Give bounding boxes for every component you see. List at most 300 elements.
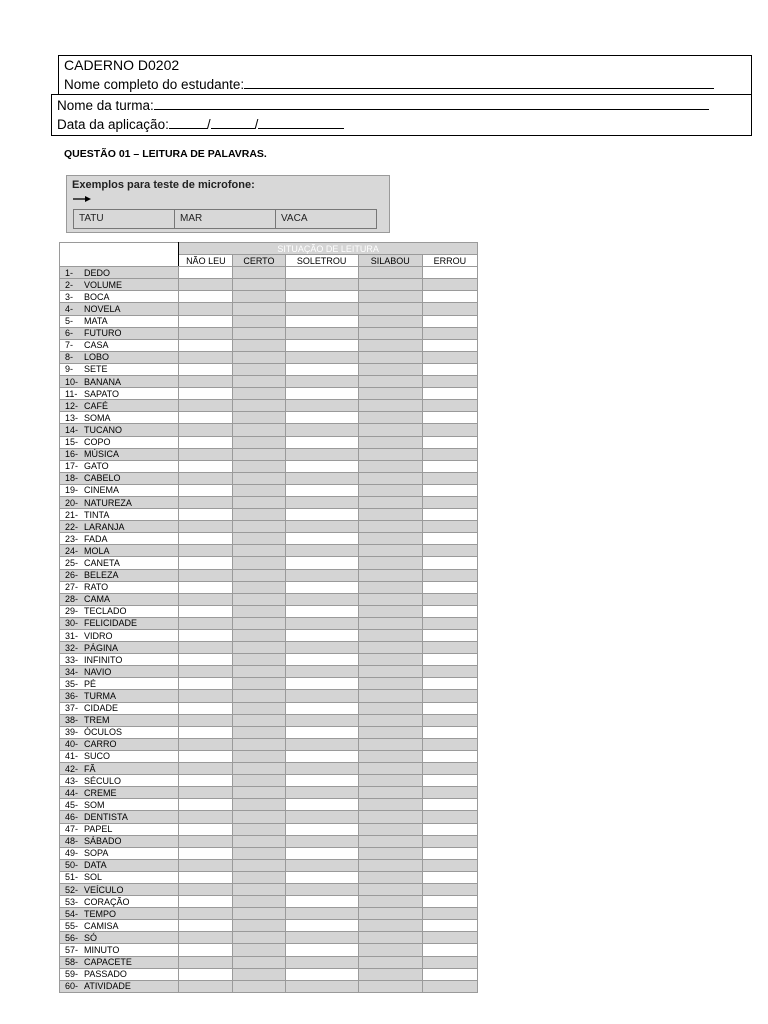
answer-cell-soletrou[interactable] [285,533,358,545]
answer-cell-nao-leu[interactable] [179,291,233,303]
answer-cell-soletrou[interactable] [285,630,358,642]
answer-cell-certo[interactable] [233,267,285,279]
answer-cell-silabou[interactable] [358,460,422,472]
answer-cell-errou[interactable] [422,303,477,315]
answer-cell-soletrou[interactable] [285,823,358,835]
answer-cell-nao-leu[interactable] [179,279,233,291]
answer-cell-certo[interactable] [233,472,285,484]
answer-cell-silabou[interactable] [358,376,422,388]
answer-cell-silabou[interactable] [358,823,422,835]
answer-cell-soletrou[interactable] [285,908,358,920]
answer-cell-certo[interactable] [233,509,285,521]
answer-cell-nao-leu[interactable] [179,799,233,811]
answer-cell-errou[interactable] [422,412,477,424]
answer-cell-silabou[interactable] [358,896,422,908]
answer-cell-nao-leu[interactable] [179,678,233,690]
answer-cell-certo[interactable] [233,630,285,642]
answer-cell-nao-leu[interactable] [179,569,233,581]
answer-cell-soletrou[interactable] [285,460,358,472]
answer-cell-nao-leu[interactable] [179,908,233,920]
answer-cell-errou[interactable] [422,968,477,980]
answer-cell-silabou[interactable] [358,775,422,787]
answer-cell-silabou[interactable] [358,545,422,557]
answer-cell-errou[interactable] [422,400,477,412]
answer-cell-soletrou[interactable] [285,339,358,351]
answer-cell-soletrou[interactable] [285,847,358,859]
answer-cell-nao-leu[interactable] [179,835,233,847]
answer-cell-nao-leu[interactable] [179,859,233,871]
answer-cell-silabou[interactable] [358,811,422,823]
answer-cell-certo[interactable] [233,835,285,847]
answer-cell-certo[interactable] [233,521,285,533]
answer-cell-certo[interactable] [233,436,285,448]
date-month-field[interactable] [211,116,255,129]
answer-cell-errou[interactable] [422,775,477,787]
answer-cell-nao-leu[interactable] [179,424,233,436]
answer-cell-silabou[interactable] [358,484,422,496]
answer-cell-nao-leu[interactable] [179,400,233,412]
answer-cell-nao-leu[interactable] [179,533,233,545]
answer-cell-errou[interactable] [422,315,477,327]
answer-cell-certo[interactable] [233,871,285,883]
answer-cell-errou[interactable] [422,363,477,375]
answer-cell-certo[interactable] [233,944,285,956]
answer-cell-soletrou[interactable] [285,388,358,400]
answer-cell-certo[interactable] [233,424,285,436]
answer-cell-errou[interactable] [422,750,477,762]
answer-cell-errou[interactable] [422,521,477,533]
answer-cell-silabou[interactable] [358,702,422,714]
answer-cell-silabou[interactable] [358,363,422,375]
answer-cell-errou[interactable] [422,738,477,750]
answer-cell-silabou[interactable] [358,303,422,315]
answer-cell-certo[interactable] [233,750,285,762]
answer-cell-certo[interactable] [233,448,285,460]
answer-cell-errou[interactable] [422,811,477,823]
answer-cell-nao-leu[interactable] [179,883,233,895]
answer-cell-silabou[interactable] [358,932,422,944]
answer-cell-soletrou[interactable] [285,472,358,484]
answer-cell-nao-leu[interactable] [179,920,233,932]
answer-cell-certo[interactable] [233,968,285,980]
answer-cell-soletrou[interactable] [285,521,358,533]
answer-cell-nao-leu[interactable] [179,714,233,726]
answer-cell-silabou[interactable] [358,908,422,920]
answer-cell-certo[interactable] [233,823,285,835]
answer-cell-errou[interactable] [422,376,477,388]
answer-cell-certo[interactable] [233,920,285,932]
answer-cell-nao-leu[interactable] [179,363,233,375]
answer-cell-soletrou[interactable] [285,690,358,702]
answer-cell-soletrou[interactable] [285,896,358,908]
answer-cell-errou[interactable] [422,871,477,883]
answer-cell-silabou[interactable] [358,339,422,351]
answer-cell-soletrou[interactable] [285,448,358,460]
answer-cell-silabou[interactable] [358,630,422,642]
answer-cell-soletrou[interactable] [285,883,358,895]
answer-cell-errou[interactable] [422,496,477,508]
answer-cell-errou[interactable] [422,642,477,654]
answer-cell-nao-leu[interactable] [179,787,233,799]
answer-cell-silabou[interactable] [358,533,422,545]
answer-cell-silabou[interactable] [358,944,422,956]
answer-cell-nao-leu[interactable] [179,980,233,992]
answer-cell-silabou[interactable] [358,617,422,629]
answer-cell-silabou[interactable] [358,690,422,702]
answer-cell-soletrou[interactable] [285,678,358,690]
answer-cell-nao-leu[interactable] [179,351,233,363]
answer-cell-errou[interactable] [422,799,477,811]
answer-cell-soletrou[interactable] [285,750,358,762]
answer-cell-silabou[interactable] [358,521,422,533]
answer-cell-errou[interactable] [422,726,477,738]
answer-cell-soletrou[interactable] [285,436,358,448]
answer-cell-soletrou[interactable] [285,920,358,932]
answer-cell-nao-leu[interactable] [179,775,233,787]
answer-cell-silabou[interactable] [358,593,422,605]
answer-cell-silabou[interactable] [358,436,422,448]
answer-cell-silabou[interactable] [358,763,422,775]
answer-cell-certo[interactable] [233,363,285,375]
answer-cell-silabou[interactable] [358,388,422,400]
answer-cell-soletrou[interactable] [285,291,358,303]
answer-cell-certo[interactable] [233,932,285,944]
answer-cell-errou[interactable] [422,267,477,279]
answer-cell-nao-leu[interactable] [179,750,233,762]
answer-cell-silabou[interactable] [358,448,422,460]
answer-cell-certo[interactable] [233,388,285,400]
answer-cell-silabou[interactable] [358,714,422,726]
student-name-field[interactable] [244,76,714,89]
answer-cell-soletrou[interactable] [285,400,358,412]
answer-cell-certo[interactable] [233,908,285,920]
answer-cell-certo[interactable] [233,327,285,339]
answer-cell-certo[interactable] [233,412,285,424]
answer-cell-certo[interactable] [233,376,285,388]
answer-cell-silabou[interactable] [358,605,422,617]
answer-cell-certo[interactable] [233,291,285,303]
answer-cell-certo[interactable] [233,726,285,738]
answer-cell-soletrou[interactable] [285,859,358,871]
answer-cell-errou[interactable] [422,859,477,871]
answer-cell-nao-leu[interactable] [179,932,233,944]
answer-cell-certo[interactable] [233,303,285,315]
answer-cell-errou[interactable] [422,424,477,436]
answer-cell-certo[interactable] [233,859,285,871]
answer-cell-errou[interactable] [422,448,477,460]
answer-cell-soletrou[interactable] [285,303,358,315]
answer-cell-silabou[interactable] [358,847,422,859]
answer-cell-soletrou[interactable] [285,799,358,811]
answer-cell-certo[interactable] [233,545,285,557]
answer-cell-soletrou[interactable] [285,811,358,823]
answer-cell-certo[interactable] [233,980,285,992]
answer-cell-certo[interactable] [233,400,285,412]
answer-cell-errou[interactable] [422,908,477,920]
date-day-field[interactable] [169,116,207,129]
answer-cell-certo[interactable] [233,605,285,617]
answer-cell-silabou[interactable] [358,956,422,968]
answer-cell-errou[interactable] [422,545,477,557]
answer-cell-nao-leu[interactable] [179,617,233,629]
answer-cell-soletrou[interactable] [285,944,358,956]
answer-cell-silabou[interactable] [358,351,422,363]
answer-cell-soletrou[interactable] [285,327,358,339]
answer-cell-errou[interactable] [422,920,477,932]
answer-cell-nao-leu[interactable] [179,327,233,339]
answer-cell-silabou[interactable] [358,980,422,992]
answer-cell-silabou[interactable] [358,750,422,762]
answer-cell-errou[interactable] [422,630,477,642]
answer-cell-soletrou[interactable] [285,593,358,605]
answer-cell-soletrou[interactable] [285,871,358,883]
answer-cell-nao-leu[interactable] [179,702,233,714]
answer-cell-nao-leu[interactable] [179,871,233,883]
answer-cell-silabou[interactable] [358,642,422,654]
answer-cell-soletrou[interactable] [285,968,358,980]
answer-cell-silabou[interactable] [358,859,422,871]
answer-cell-certo[interactable] [233,339,285,351]
answer-cell-nao-leu[interactable] [179,690,233,702]
answer-cell-nao-leu[interactable] [179,654,233,666]
answer-cell-soletrou[interactable] [285,315,358,327]
answer-cell-soletrou[interactable] [285,726,358,738]
answer-cell-soletrou[interactable] [285,557,358,569]
answer-cell-soletrou[interactable] [285,545,358,557]
answer-cell-errou[interactable] [422,484,477,496]
answer-cell-certo[interactable] [233,811,285,823]
answer-cell-certo[interactable] [233,763,285,775]
answer-cell-errou[interactable] [422,956,477,968]
answer-cell-errou[interactable] [422,617,477,629]
answer-cell-errou[interactable] [422,605,477,617]
answer-cell-certo[interactable] [233,581,285,593]
answer-cell-nao-leu[interactable] [179,847,233,859]
answer-cell-soletrou[interactable] [285,835,358,847]
answer-cell-certo[interactable] [233,642,285,654]
answer-cell-errou[interactable] [422,436,477,448]
answer-cell-silabou[interactable] [358,666,422,678]
answer-cell-silabou[interactable] [358,581,422,593]
answer-cell-nao-leu[interactable] [179,944,233,956]
answer-cell-soletrou[interactable] [285,412,358,424]
answer-cell-silabou[interactable] [358,472,422,484]
answer-cell-nao-leu[interactable] [179,545,233,557]
answer-cell-silabou[interactable] [358,871,422,883]
answer-cell-certo[interactable] [233,569,285,581]
answer-cell-soletrou[interactable] [285,956,358,968]
answer-cell-errou[interactable] [422,932,477,944]
answer-cell-nao-leu[interactable] [179,339,233,351]
answer-cell-silabou[interactable] [358,424,422,436]
answer-cell-silabou[interactable] [358,738,422,750]
class-name-field[interactable] [154,97,709,110]
answer-cell-nao-leu[interactable] [179,726,233,738]
answer-cell-nao-leu[interactable] [179,642,233,654]
answer-cell-soletrou[interactable] [285,376,358,388]
answer-cell-soletrou[interactable] [285,787,358,799]
answer-cell-nao-leu[interactable] [179,605,233,617]
answer-cell-silabou[interactable] [358,315,422,327]
answer-cell-soletrou[interactable] [285,605,358,617]
answer-cell-nao-leu[interactable] [179,484,233,496]
answer-cell-errou[interactable] [422,557,477,569]
answer-cell-errou[interactable] [422,702,477,714]
answer-cell-nao-leu[interactable] [179,303,233,315]
answer-cell-silabou[interactable] [358,654,422,666]
answer-cell-certo[interactable] [233,496,285,508]
answer-cell-certo[interactable] [233,557,285,569]
answer-cell-errou[interactable] [422,291,477,303]
answer-cell-errou[interactable] [422,678,477,690]
answer-cell-errou[interactable] [422,351,477,363]
answer-cell-errou[interactable] [422,896,477,908]
answer-cell-certo[interactable] [233,460,285,472]
answer-cell-errou[interactable] [422,980,477,992]
answer-cell-errou[interactable] [422,666,477,678]
answer-cell-certo[interactable] [233,690,285,702]
answer-cell-certo[interactable] [233,617,285,629]
answer-cell-nao-leu[interactable] [179,472,233,484]
answer-cell-soletrou[interactable] [285,642,358,654]
answer-cell-nao-leu[interactable] [179,666,233,678]
answer-cell-certo[interactable] [233,678,285,690]
answer-cell-nao-leu[interactable] [179,811,233,823]
answer-cell-silabou[interactable] [358,835,422,847]
answer-cell-errou[interactable] [422,388,477,400]
answer-cell-errou[interactable] [422,472,477,484]
answer-cell-soletrou[interactable] [285,509,358,521]
answer-cell-silabou[interactable] [358,400,422,412]
answer-cell-nao-leu[interactable] [179,896,233,908]
answer-cell-nao-leu[interactable] [179,376,233,388]
answer-cell-certo[interactable] [233,351,285,363]
answer-cell-soletrou[interactable] [285,267,358,279]
answer-cell-silabou[interactable] [358,327,422,339]
answer-cell-certo[interactable] [233,738,285,750]
answer-cell-errou[interactable] [422,823,477,835]
answer-cell-soletrou[interactable] [285,581,358,593]
answer-cell-errou[interactable] [422,654,477,666]
answer-cell-nao-leu[interactable] [179,448,233,460]
answer-cell-errou[interactable] [422,327,477,339]
answer-cell-errou[interactable] [422,787,477,799]
answer-cell-certo[interactable] [233,702,285,714]
answer-cell-certo[interactable] [233,315,285,327]
answer-cell-nao-leu[interactable] [179,315,233,327]
answer-cell-errou[interactable] [422,533,477,545]
answer-cell-errou[interactable] [422,763,477,775]
answer-cell-silabou[interactable] [358,920,422,932]
answer-cell-errou[interactable] [422,460,477,472]
answer-cell-errou[interactable] [422,581,477,593]
answer-cell-silabou[interactable] [358,799,422,811]
answer-cell-errou[interactable] [422,569,477,581]
answer-cell-nao-leu[interactable] [179,496,233,508]
answer-cell-silabou[interactable] [358,726,422,738]
answer-cell-nao-leu[interactable] [179,267,233,279]
answer-cell-soletrou[interactable] [285,424,358,436]
answer-cell-errou[interactable] [422,279,477,291]
answer-cell-errou[interactable] [422,714,477,726]
answer-cell-certo[interactable] [233,666,285,678]
answer-cell-nao-leu[interactable] [179,460,233,472]
answer-cell-nao-leu[interactable] [179,968,233,980]
answer-cell-silabou[interactable] [358,496,422,508]
answer-cell-certo[interactable] [233,787,285,799]
answer-cell-silabou[interactable] [358,267,422,279]
answer-cell-soletrou[interactable] [285,279,358,291]
answer-cell-nao-leu[interactable] [179,412,233,424]
answer-cell-silabou[interactable] [358,279,422,291]
answer-cell-errou[interactable] [422,690,477,702]
answer-cell-errou[interactable] [422,593,477,605]
answer-cell-soletrou[interactable] [285,496,358,508]
answer-cell-errou[interactable] [422,339,477,351]
answer-cell-nao-leu[interactable] [179,593,233,605]
answer-cell-nao-leu[interactable] [179,823,233,835]
answer-cell-soletrou[interactable] [285,738,358,750]
answer-cell-errou[interactable] [422,835,477,847]
answer-cell-soletrou[interactable] [285,980,358,992]
answer-cell-silabou[interactable] [358,557,422,569]
answer-cell-nao-leu[interactable] [179,630,233,642]
answer-cell-soletrou[interactable] [285,351,358,363]
answer-cell-soletrou[interactable] [285,484,358,496]
answer-cell-certo[interactable] [233,883,285,895]
answer-cell-certo[interactable] [233,654,285,666]
answer-cell-silabou[interactable] [358,509,422,521]
answer-cell-silabou[interactable] [358,678,422,690]
answer-cell-certo[interactable] [233,714,285,726]
answer-cell-silabou[interactable] [358,569,422,581]
answer-cell-nao-leu[interactable] [179,509,233,521]
answer-cell-silabou[interactable] [358,968,422,980]
answer-cell-errou[interactable] [422,847,477,859]
answer-cell-soletrou[interactable] [285,763,358,775]
answer-cell-nao-leu[interactable] [179,557,233,569]
answer-cell-soletrou[interactable] [285,363,358,375]
date-year-field[interactable] [258,116,344,129]
answer-cell-silabou[interactable] [358,412,422,424]
answer-cell-nao-leu[interactable] [179,521,233,533]
answer-cell-soletrou[interactable] [285,932,358,944]
answer-cell-certo[interactable] [233,847,285,859]
answer-cell-nao-leu[interactable] [179,956,233,968]
answer-cell-soletrou[interactable] [285,569,358,581]
answer-cell-soletrou[interactable] [285,654,358,666]
answer-cell-silabou[interactable] [358,883,422,895]
answer-cell-nao-leu[interactable] [179,738,233,750]
answer-cell-certo[interactable] [233,279,285,291]
answer-cell-errou[interactable] [422,509,477,521]
answer-cell-soletrou[interactable] [285,714,358,726]
answer-cell-certo[interactable] [233,775,285,787]
answer-cell-soletrou[interactable] [285,617,358,629]
answer-cell-certo[interactable] [233,896,285,908]
answer-cell-soletrou[interactable] [285,666,358,678]
answer-cell-certo[interactable] [233,956,285,968]
answer-cell-nao-leu[interactable] [179,388,233,400]
answer-cell-certo[interactable] [233,533,285,545]
answer-cell-errou[interactable] [422,883,477,895]
answer-cell-soletrou[interactable] [285,775,358,787]
answer-cell-certo[interactable] [233,593,285,605]
answer-cell-certo[interactable] [233,799,285,811]
answer-cell-silabou[interactable] [358,291,422,303]
answer-cell-nao-leu[interactable] [179,581,233,593]
answer-cell-soletrou[interactable] [285,702,358,714]
